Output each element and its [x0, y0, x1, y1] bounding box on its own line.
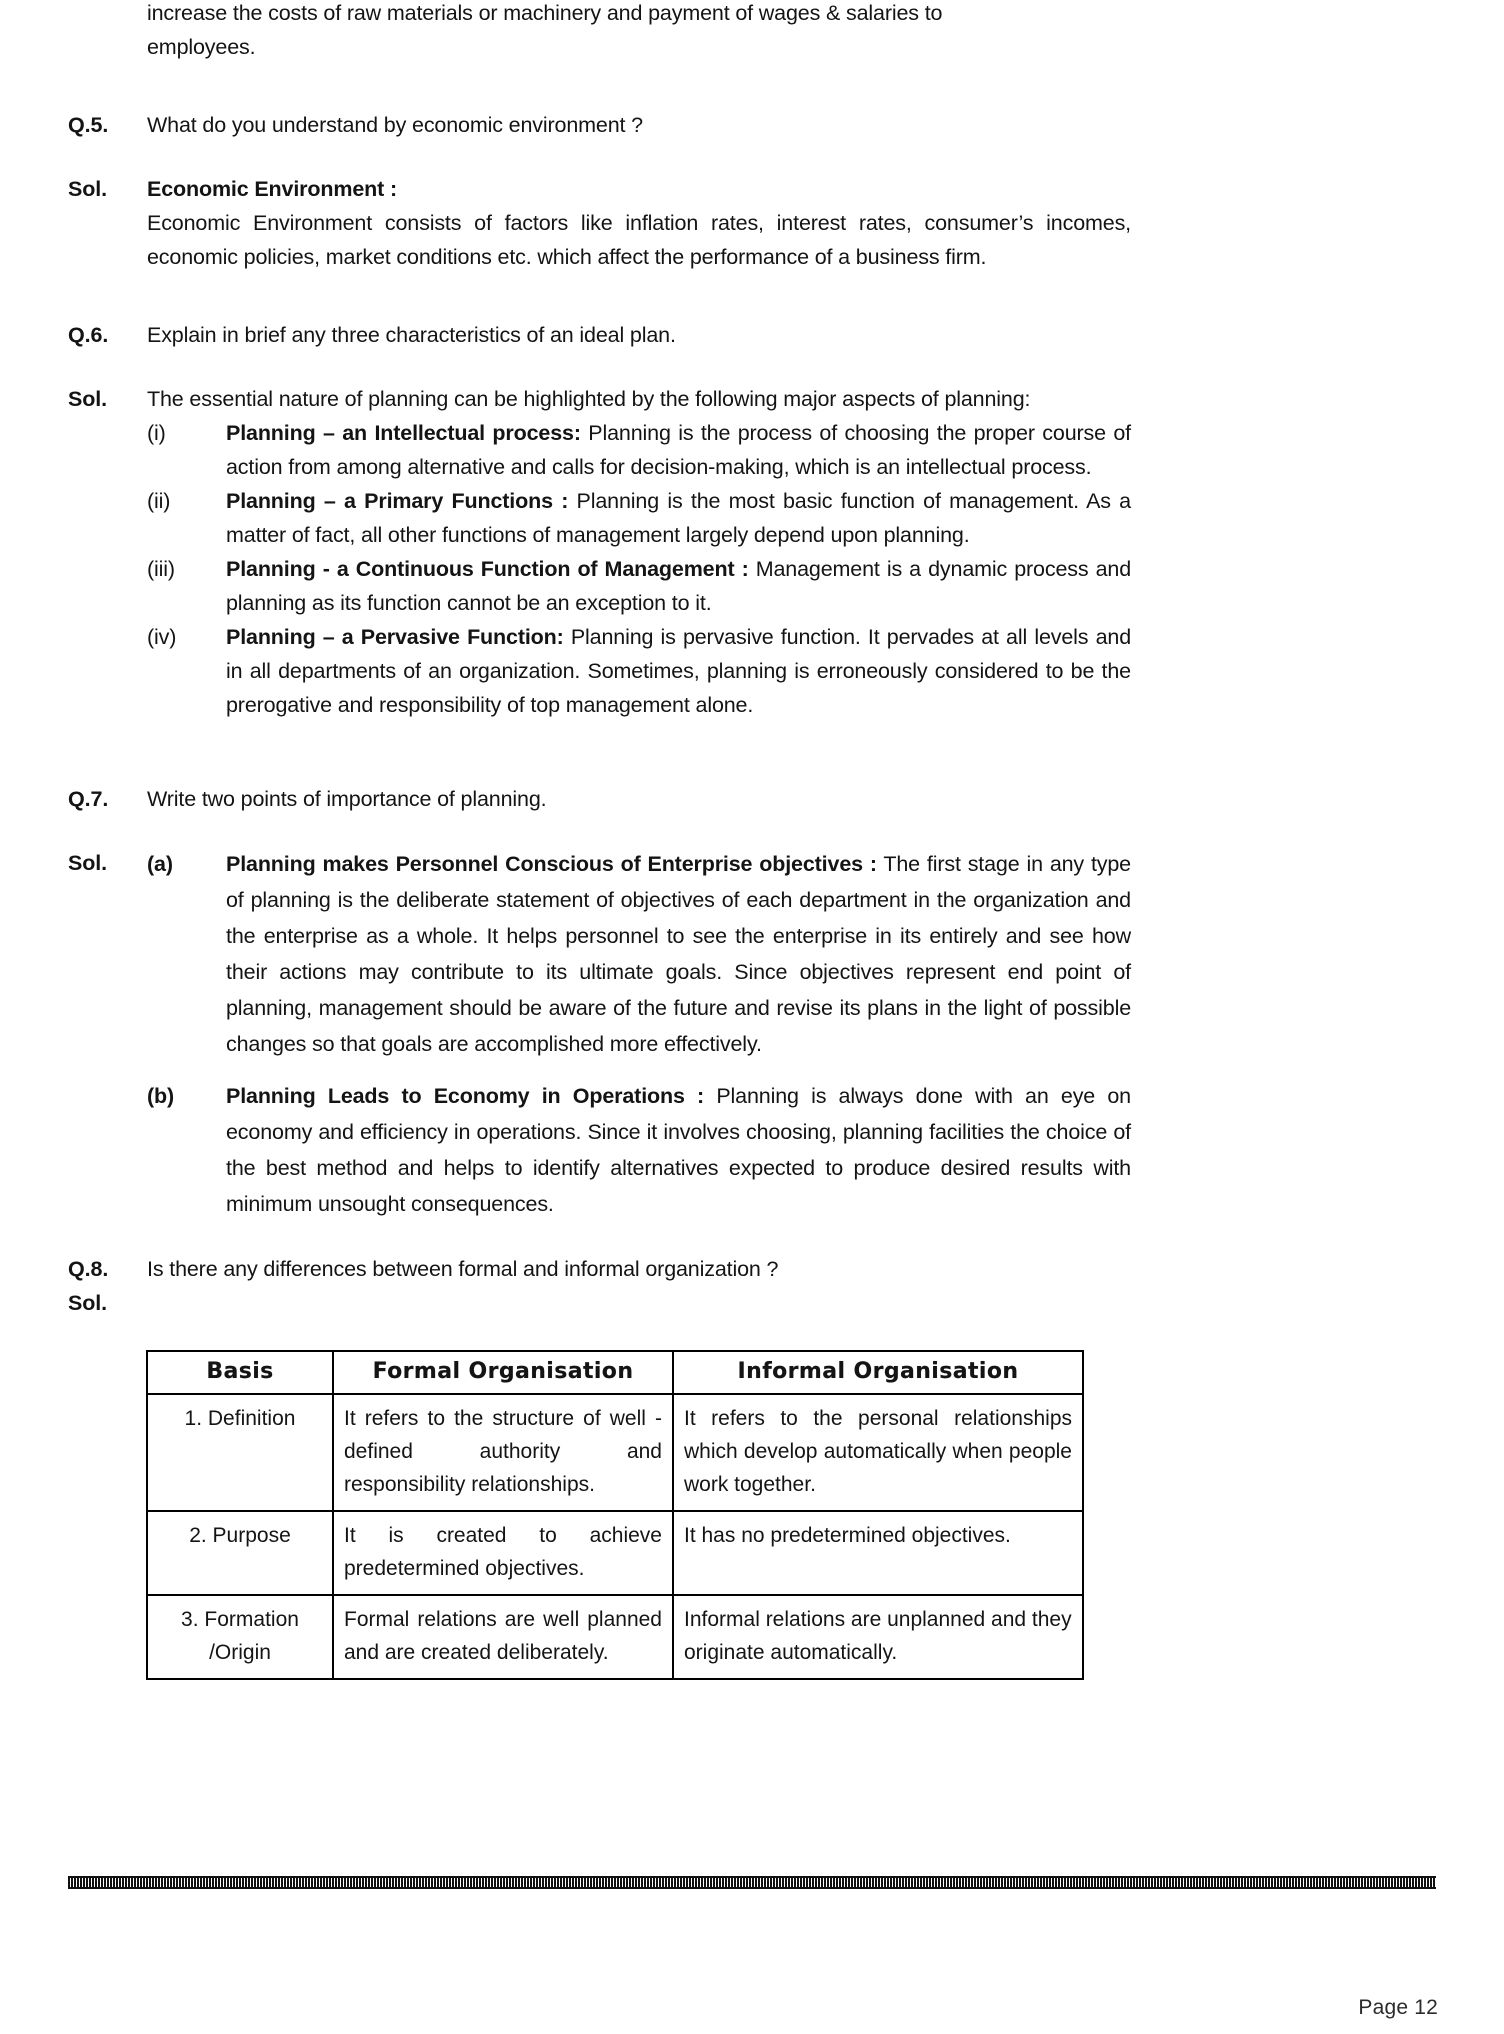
spacer	[0, 352, 1504, 382]
sub-point-a-text	[226, 846, 1131, 1062]
spacer	[0, 274, 1504, 318]
table-row	[147, 1511, 1083, 1595]
table-header-cell	[333, 1351, 673, 1394]
solution-q6-content	[147, 382, 1131, 722]
footer-divider	[68, 1876, 1436, 1889]
table-cell-basis-line-1: 3. Formation	[181, 1608, 299, 1631]
spacer	[0, 142, 1504, 172]
spacer	[0, 766, 1504, 782]
spacer	[0, 722, 1504, 766]
question-q5-text: What do you understand by economic environment ?	[147, 113, 643, 137]
spacer	[147, 1062, 1131, 1078]
table-cell-formal: Formal relations are well planned and are created deliberately.	[333, 1595, 673, 1679]
list-item	[147, 416, 1131, 484]
sub-point-b-bold-lead: Planning Leads to Economy in Operations :	[226, 1084, 705, 1108]
list-item-rest: Planning is pervasive function. It pervades at all levels and in all departments of an organization. Sometimes, planning is erroneously considered to be the prerogative and responsibility of top management alone.	[226, 625, 1132, 717]
list-item-bold-lead: Planning – a Pervasive Function:	[226, 625, 564, 649]
solution-q6	[68, 382, 1131, 722]
planning-aspects-list	[147, 416, 1131, 722]
question-q8	[68, 1252, 1131, 1286]
table-header-basis: Basis	[206, 1359, 274, 1384]
list-item-text	[226, 416, 1131, 484]
question-q5	[68, 108, 1131, 142]
table-cell-basis	[147, 1595, 333, 1679]
solution-q8-label: Sol.	[68, 1291, 108, 1315]
list-item-rest: Planning is the most basic function of management. As a matter of fact, all other functions of management largely depend upon planning.	[226, 489, 1131, 547]
question-q8-text: Is there any differences between formal and informal organization ?	[147, 1257, 779, 1281]
solution-q5-label: Sol.	[68, 177, 108, 201]
list-item	[147, 620, 1131, 722]
solution-q5	[68, 172, 1131, 274]
list-item-text	[226, 552, 1131, 620]
solution-q8	[68, 1286, 1131, 1320]
solution-q7	[68, 846, 1131, 1222]
solution-q7-label: Sol.	[68, 851, 108, 875]
sub-point-b-rest: Planning is always done with an eye on economy and efficiency in operations. Since it involves choosing, planning facilities the choice of the best method and helps to identify alternatives expected to produce desired results with minimum unsought consequences.	[226, 1084, 1131, 1216]
list-item-marker: (i)	[147, 421, 166, 445]
top-fragment-line-2: employees.	[147, 35, 256, 59]
list-item-rest: Management is a dynamic process and planning as its function cannot be an exception to it.	[226, 557, 1131, 615]
list-item-text	[226, 620, 1131, 722]
table-header-row	[147, 1351, 1083, 1394]
table-header-informal: Informal Organisation	[737, 1359, 1019, 1384]
solution-q7-content	[147, 846, 1131, 1222]
table-cell-basis: 1. Definition	[147, 1394, 333, 1511]
table-cell-informal: Informal relations are unplanned and they originate automatically.	[673, 1595, 1083, 1679]
solution-q6-intro: The essential nature of planning can be highlighted by the following major aspects of planning:	[147, 387, 1031, 411]
top-fragment-line-1: increase the costs of raw materials or machinery and payment of wages & salaries to	[147, 1, 943, 25]
question-q6-label: Q.6.	[68, 323, 109, 347]
spacer	[0, 1222, 1504, 1252]
solution-q6-label: Sol.	[68, 387, 108, 411]
spacer	[0, 816, 1504, 846]
question-q6	[68, 318, 1131, 352]
table-cell-basis-line-2: /Origin	[209, 1641, 271, 1664]
table-cell-formal: It refers to the structure of well - defined authority and responsibility relationships.	[333, 1394, 673, 1511]
comparison-table-wrapper	[146, 1350, 1082, 1680]
table-header-formal: Formal Organisation	[372, 1359, 634, 1384]
list-item-text	[226, 484, 1131, 552]
list-item	[147, 552, 1131, 620]
page-number: Page 12	[1358, 1996, 1438, 2019]
solution-q5-body: Economic Environment consists of factors like inflation rates, interest rates, consumer’s incomes, economic policies, market conditions etc. which affect the performance of a business firm.	[147, 211, 1131, 269]
solution-q5-heading: Economic Environment :	[147, 177, 397, 201]
list-item-bold-lead: Planning – an Intellectual process:	[226, 421, 581, 445]
list-item-bold-lead: Planning - a Continuous Function of Management :	[226, 557, 749, 581]
question-q5-label: Q.5.	[68, 113, 109, 137]
sub-point-a-rest: The first stage in any type of planning is the deliberate statement of objectives of each department in the organization and the enterprise as a whole. It helps personnel to see the enterprise in its entirely and see how their actions may contribute to its ultimate goals. Since objectives represent end point of planning, management should be aware of the future and revise its plans in the light of possible changes so that goals are accomplished more effectively.	[226, 852, 1131, 1056]
list-item-rest: Planning is the process of choosing the proper course of action from among alternative and calls for decision-making, which is an intellectual process.	[226, 421, 1131, 479]
top-fragment	[68, 0, 1131, 30]
sub-point-b	[147, 1078, 1131, 1222]
list-item-marker: (iii)	[147, 557, 175, 581]
list-item-bold-lead: Planning – a Primary Functions :	[226, 489, 569, 513]
list-item	[147, 484, 1131, 552]
sub-point-a-bold-lead: Planning makes Personnel Conscious of Enterprise objectives :	[226, 852, 877, 876]
table-row	[147, 1394, 1083, 1511]
top-fragment-line-2-row	[68, 30, 1131, 64]
sub-point-a-marker: (a)	[147, 852, 173, 876]
spacer	[0, 64, 1504, 108]
table-row	[147, 1595, 1083, 1679]
question-q7	[68, 782, 1131, 816]
question-q6-text: Explain in brief any three characteristics of an ideal plan.	[147, 323, 676, 347]
table-cell-basis: 2. Purpose	[147, 1511, 333, 1595]
list-item-marker: (ii)	[147, 489, 171, 513]
question-q7-label: Q.7.	[68, 787, 109, 811]
table-cell-informal: It refers to the personal relationships which develop automatically when people work together.	[673, 1394, 1083, 1511]
question-q7-text: Write two points of importance of planning.	[147, 787, 547, 811]
formal-vs-informal-table	[146, 1350, 1084, 1680]
list-item-marker: (iv)	[147, 625, 177, 649]
table-header-cell	[147, 1351, 333, 1394]
question-q8-label: Q.8.	[68, 1257, 109, 1281]
table-header-cell	[673, 1351, 1083, 1394]
sub-point-a	[147, 846, 1131, 1062]
spacer	[0, 1320, 1504, 1350]
solution-q5-content	[147, 172, 1131, 274]
table-cell-informal: It has no predetermined objectives.	[673, 1511, 1083, 1595]
sub-point-b-text	[226, 1078, 1131, 1222]
sub-point-b-marker: (b)	[147, 1084, 175, 1108]
table-cell-formal: It is created to achieve predetermined objectives.	[333, 1511, 673, 1595]
